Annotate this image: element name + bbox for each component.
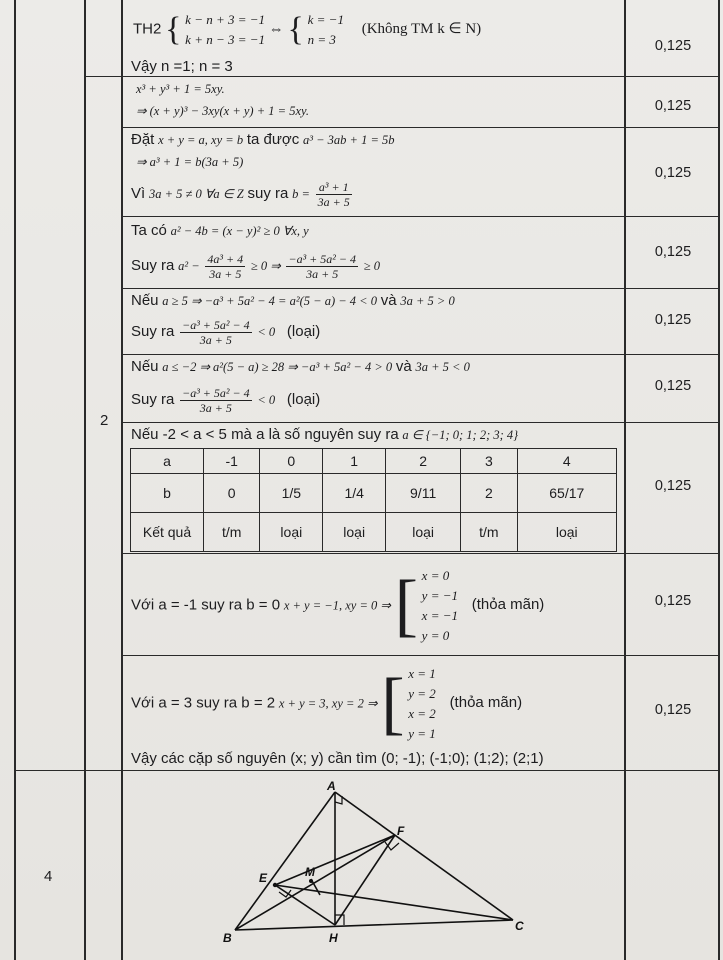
row-divider bbox=[84, 76, 719, 77]
triangle-figure bbox=[215, 780, 545, 950]
segment-FH bbox=[335, 835, 395, 925]
case-1-line: Nếu a ≥ 5 ⇒ −a³ + 5a² − 4 = a²(5 − a) − 4 < 0 và 3a + 5 > 0 bbox=[131, 292, 455, 309]
score: 0,125 bbox=[654, 244, 692, 260]
segment-EH bbox=[275, 885, 335, 925]
th2-system-2: k = −1 n = 3 bbox=[307, 12, 344, 47]
segment-EC bbox=[275, 885, 513, 920]
table-row: a -1 0 1 2 3 4 bbox=[131, 449, 617, 474]
segment-AB bbox=[235, 792, 335, 930]
final-answer: Vậy các cặp số nguyên (x; y) cần tìm (0; -1); (-1;0); (1;2); (2;1) bbox=[131, 750, 544, 767]
score: 0,125 bbox=[654, 312, 692, 328]
row-divider bbox=[14, 770, 719, 771]
row-divider bbox=[121, 553, 719, 554]
th2-line: TH2 { k − n + 3 = −1 k + n − 3 = −1 ⇔ { k = −1 n = 3 (Không TM k ∈ N) bbox=[133, 11, 482, 48]
th2-system-1: k − n + 3 = −1 k + n − 3 = −1 bbox=[185, 12, 266, 47]
label-A: A bbox=[327, 780, 336, 793]
row-divider bbox=[121, 354, 719, 355]
question-number-4: 4 bbox=[44, 868, 53, 885]
row-divider bbox=[121, 216, 719, 217]
segment-AC bbox=[335, 792, 513, 920]
score: 0,125 bbox=[654, 593, 692, 609]
row-divider bbox=[121, 422, 719, 423]
row-divider bbox=[121, 127, 719, 128]
case-1-result: Suy ra $\frac{\text{−a³ + 5a² − 4}}{3a + 5}$ < 0 (loại) bbox=[131, 318, 321, 347]
th2-label: TH2 bbox=[133, 20, 162, 38]
conclusion-n: Vậy n =1; n = 3 bbox=[131, 58, 233, 75]
question-col-divider bbox=[84, 0, 86, 960]
solution-1: Với a = -1 suy ra b = 0 x + y = −1, xy = 0 ⇒ [ x = 0 y = −1 x = −1 y = 0 (thỏa mãn) bbox=[131, 567, 545, 644]
score-col-divider bbox=[624, 0, 626, 960]
label-E: E bbox=[259, 871, 268, 885]
label-H: H bbox=[329, 931, 338, 945]
score: 0,125 bbox=[654, 165, 692, 181]
point-M bbox=[309, 879, 313, 883]
label-C: C bbox=[515, 919, 524, 933]
equation-3: ⇒ a³ + 1 = b(3a + 5) bbox=[136, 155, 244, 169]
solution-2: Với a = 3 suy ra b = 2 x + y = 3, xy = 2 ⇒ [ x = 1 y = 2 x = 2 y = 1 (thỏa mãn) bbox=[131, 665, 523, 742]
score: 0,125 bbox=[654, 702, 692, 718]
case-3-line: Nếu -2 < a < 5 mà a là số nguyên suy ra a ∈ {−1; 0; 1; 2; 3; 4} bbox=[131, 426, 519, 443]
case-2-line: Nếu a ≤ −2 ⇒ a²(5 − a) ≥ 28 ⇒ −a³ + 5a² − 4 > 0 và 3a + 5 < 0 bbox=[131, 358, 470, 375]
content-col-left bbox=[121, 0, 123, 960]
point-E bbox=[273, 883, 277, 887]
fraction-b: $\frac{\text{a³ + 1}}{3a + 5}$ bbox=[317, 180, 350, 209]
right-border bbox=[718, 0, 720, 960]
score: 0,125 bbox=[654, 98, 692, 114]
equation-2: ⇒ (x + y)³ − 3xy(x + y) + 1 = 5xy. bbox=[136, 104, 309, 118]
row-divider bbox=[121, 655, 719, 656]
substitution-line: Đặt x + y = a, xy = b ta được a³ − 3ab + 1 = 5b bbox=[131, 131, 395, 148]
score: 0,125 bbox=[654, 38, 692, 54]
left-border bbox=[14, 0, 16, 960]
equation-1: x³ + y³ + 1 = 5xy. bbox=[136, 82, 225, 96]
table-row: Kết quả t/m loại loại loại t/m loại bbox=[131, 513, 617, 552]
label-M: M bbox=[305, 865, 315, 879]
score: 0,125 bbox=[654, 478, 692, 494]
values-table bbox=[130, 448, 617, 552]
deduce-line: Suy ra a² − $\frac{\text{4a³ + 4}}{3a + 5}$ ≥ 0 ⇒ $\frac{\text{−a³ + 5a² − 4}}{3a + 5}$ ≥ 0 bbox=[131, 252, 380, 281]
label-B: B bbox=[223, 931, 232, 945]
have-line: Ta có a² − 4b = (x − y)² ≥ 0 ∀x, y bbox=[131, 222, 309, 239]
question-number-2: 2 bbox=[100, 412, 109, 429]
score: 0,125 bbox=[654, 378, 692, 394]
row-divider bbox=[121, 288, 719, 289]
label-F: F bbox=[397, 824, 405, 838]
case-2-result: Suy ra $\frac{\text{−a³ + 5a² − 4}}{3a + 5}$ < 0 (loại) bbox=[131, 386, 321, 415]
since-line: Vì 3a + 5 ≠ 0 ∀a ∈ Z suy ra b = $\frac{\text{a³ + 1}}{3a + 5}$ bbox=[131, 180, 350, 209]
table-row: b 0 1/5 1/4 9/11 2 65/17 bbox=[131, 474, 617, 513]
segment-BC bbox=[235, 920, 513, 930]
